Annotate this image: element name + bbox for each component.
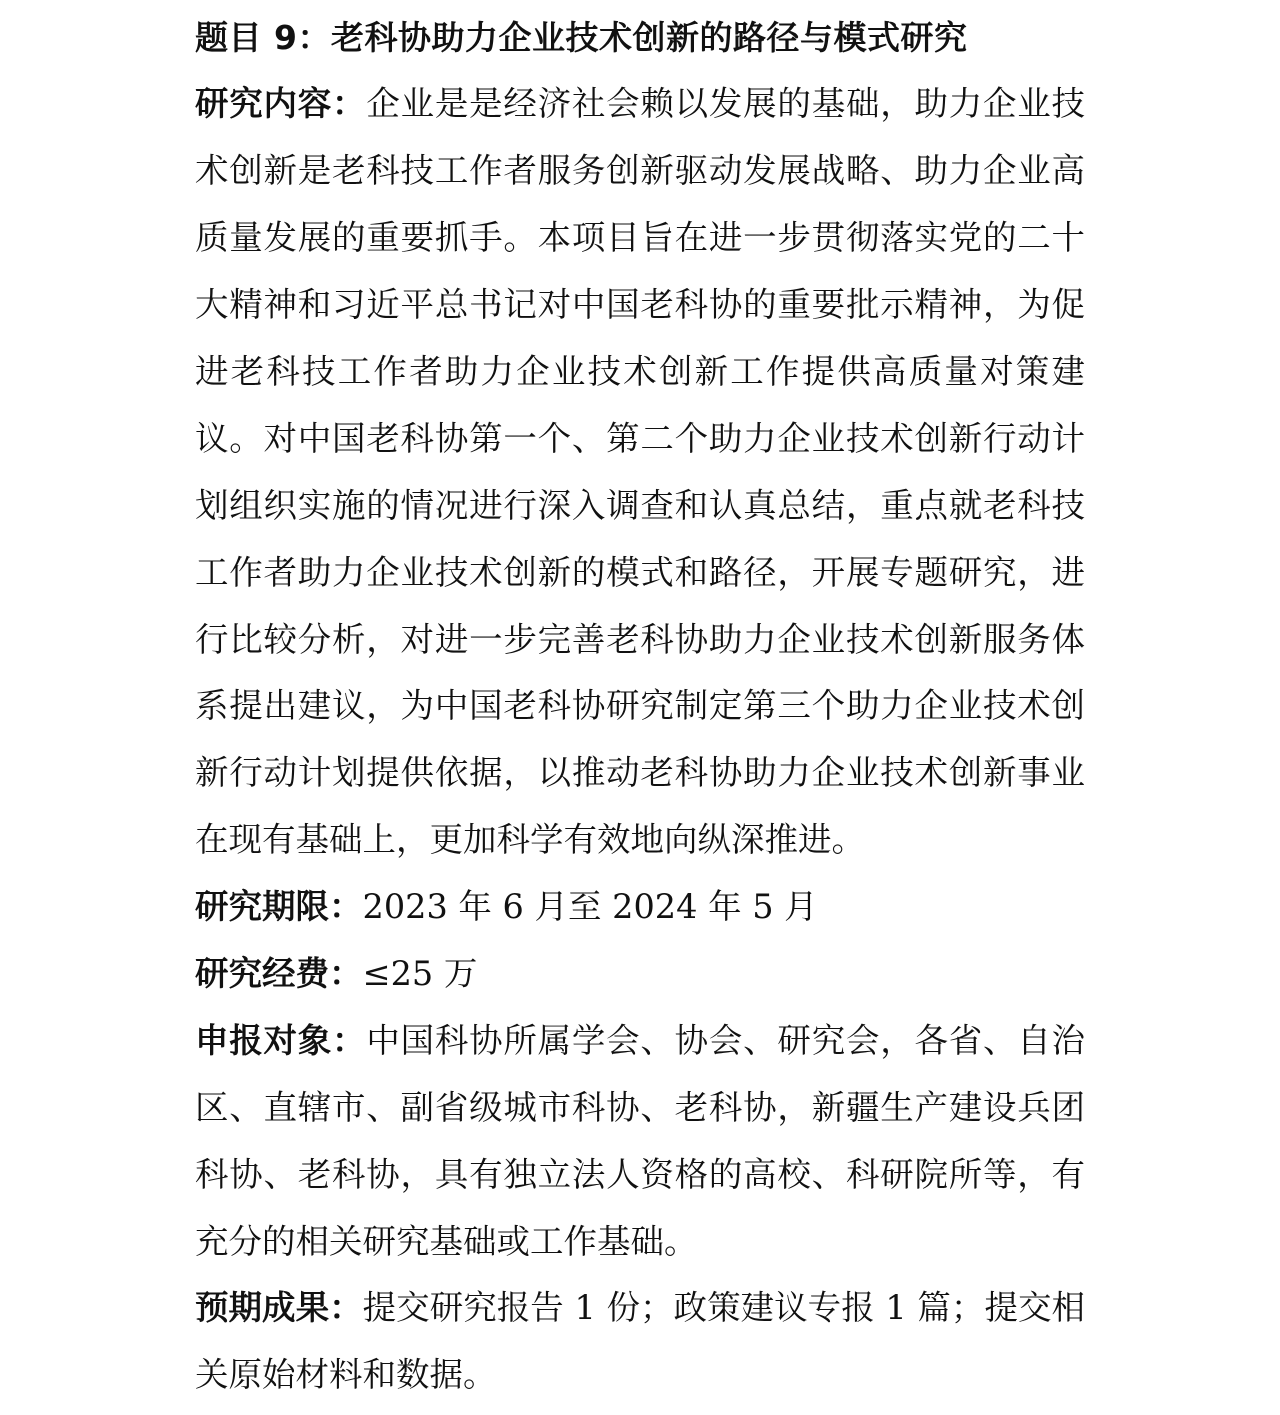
paragraph-line: 议。对中国老科协第一个、第二个助力企业技术创新行动计 xyxy=(195,418,1085,458)
paragraph-line: 划组织实施的情况进行深入调查和认真总结，重点就老科技 xyxy=(195,485,1085,525)
page-title: 题目 9：老科协助力企业技术创新的路径与模式研究 xyxy=(195,17,968,57)
section-label: 申报对象： xyxy=(195,1020,367,1060)
paragraph-line: 进老科技工作者助力企业技术创新工作提供高质量对策建 xyxy=(195,351,1085,391)
paragraph-line xyxy=(195,874,1085,941)
paragraph-line xyxy=(195,941,1085,1008)
section-expected-outcomes xyxy=(0,1275,1280,1409)
paragraph-line: 术创新是老科技工作者服务创新驱动发展战略、助力企业高 xyxy=(195,151,1085,191)
paragraph-line xyxy=(195,71,1085,138)
paragraph-line: 充分的相关研究基础或工作基础。 xyxy=(195,1221,698,1261)
paragraph-line: 系提出建议，为中国老科协研究制定第三个助力企业技术创 xyxy=(195,686,1085,726)
section-label: 预期成果： xyxy=(195,1288,363,1328)
section-label: 研究期限： xyxy=(195,887,363,927)
paragraph-line: 新行动计划提供依据，以推动老科协助力企业技术创新事业 xyxy=(195,753,1085,793)
line-text: 企业是是经济社会赖以发展的基础，助力企业技 xyxy=(366,84,1085,124)
line-text: 提交研究报告 1 份；政策建议专报 1 篇；提交相 xyxy=(362,1288,1085,1328)
section-label: 研究经费： xyxy=(195,953,363,993)
paragraph-line xyxy=(195,1008,1085,1075)
section-applicants xyxy=(0,1008,1280,1276)
paragraph-line: 关原始材料和数据。 xyxy=(195,1355,497,1395)
line-text: ≤25 万 xyxy=(362,953,478,993)
paragraph-line: 质量发展的重要抓手。本项目旨在进一步贯彻落实党的二十 xyxy=(195,218,1085,258)
paragraph-line xyxy=(195,1275,1085,1342)
section-label: 研究内容： xyxy=(195,84,367,124)
paragraph-line: 工作者助力企业技术创新的模式和路径，开展专题研究，进 xyxy=(195,552,1085,592)
paragraph-line: 大精神和习近平总书记对中国老科协的重要批示精神，为促 xyxy=(195,285,1085,325)
section-research-period xyxy=(0,874,1280,941)
paragraph-line: 行比较分析，对进一步完善老科协助力企业技术创新服务体 xyxy=(195,619,1085,659)
section-research-content xyxy=(0,71,1280,874)
line-text: 2023 年 6 月至 2024 年 5 月 xyxy=(362,887,818,927)
paragraph-line: 科协、老科协，具有独立法人资格的高校、科研院所等，有 xyxy=(195,1154,1085,1194)
section-research-funding xyxy=(0,941,1280,1008)
paragraph-line: 在现有基础上，更加科学有效地向纵深推进。 xyxy=(195,820,865,860)
line-text: 中国科协所属学会、协会、研究会，各省、自治 xyxy=(366,1020,1085,1060)
paragraph-line: 区、直辖市、副省级城市科协、老科协，新疆生产建设兵团 xyxy=(195,1087,1085,1127)
